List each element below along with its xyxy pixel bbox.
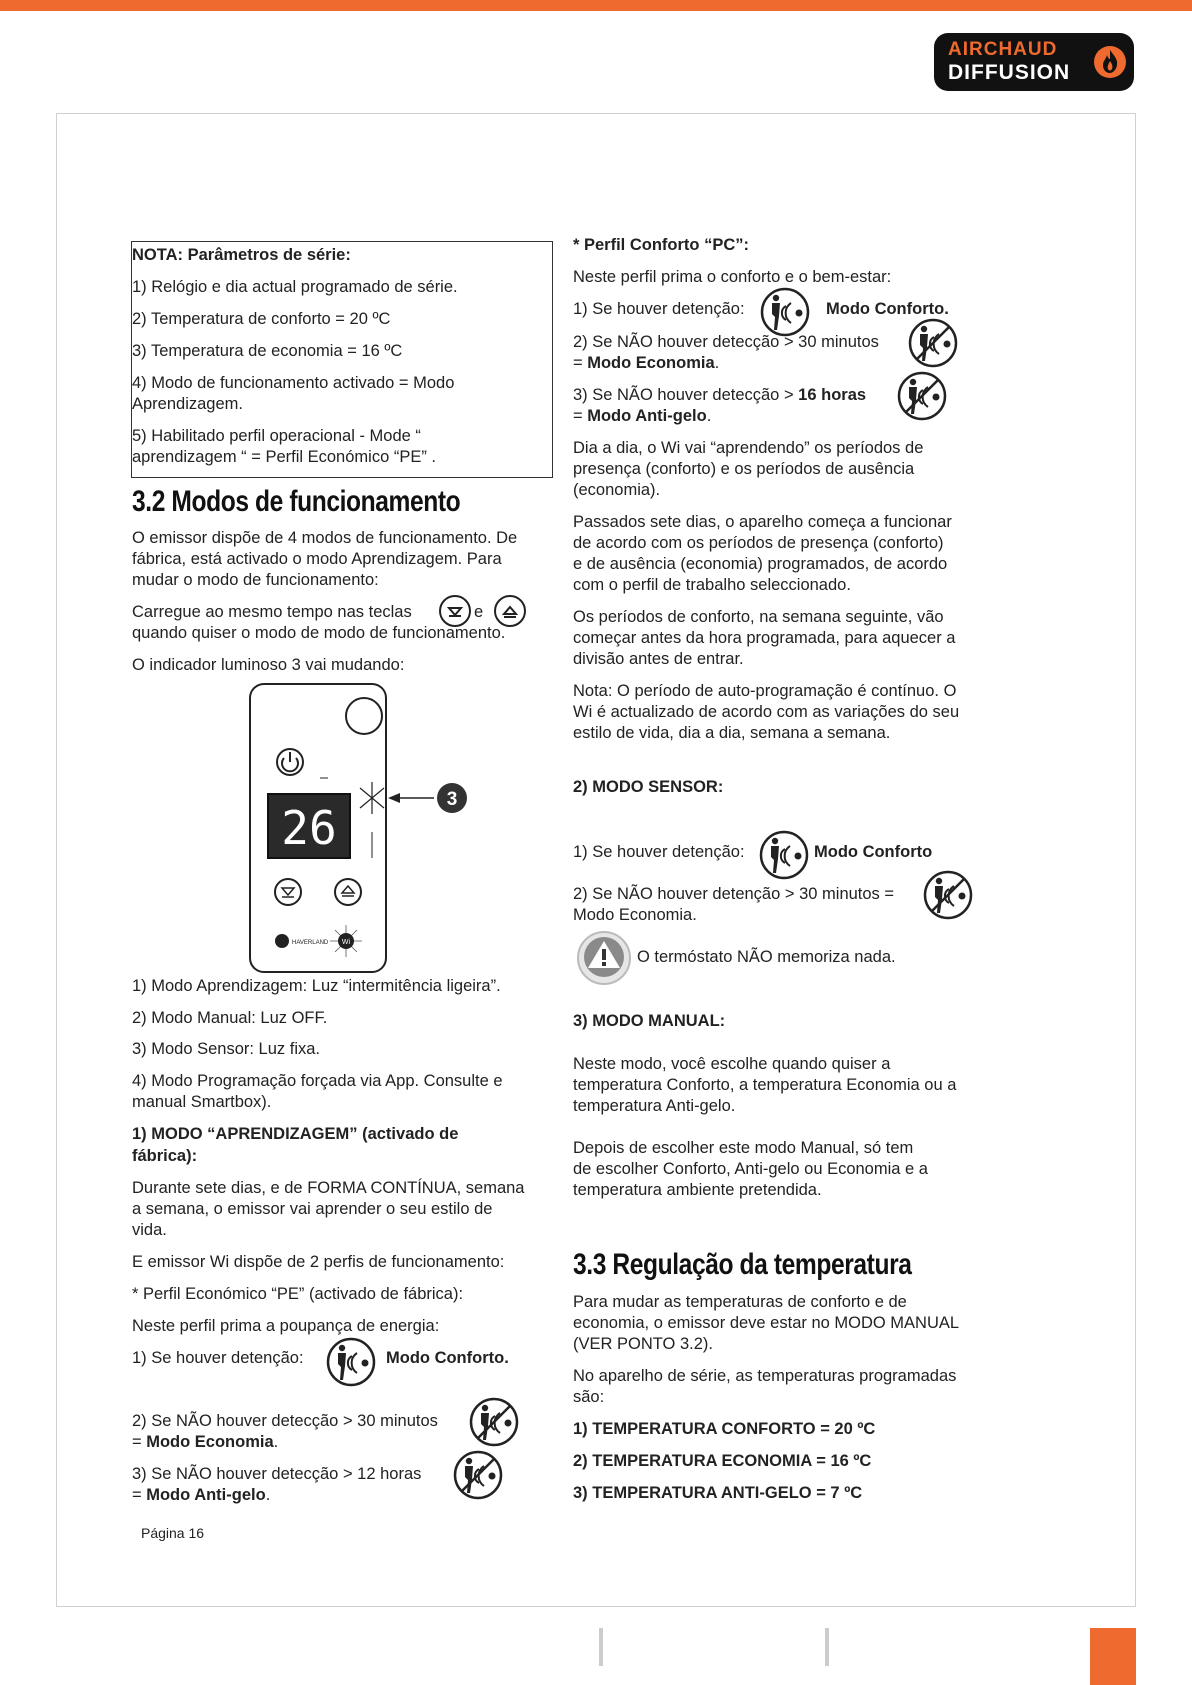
top-accent-bar xyxy=(0,0,1192,11)
section-heading-3-3: 3.3 Regulação da temperatura xyxy=(573,1248,912,1281)
paragraph-line: Os períodos de conforto, na semana seguinte, vão xyxy=(573,608,944,626)
pc-rule-1-mode-text: Modo Conforto xyxy=(826,300,945,318)
intro-line: fábrica, está activado o modo Aprendizagem. Para xyxy=(132,550,502,568)
paragraph-line: Para mudar as temperaturas de conforto e de xyxy=(573,1293,907,1311)
pe-rule-3-mode: Modo Anti-gelo xyxy=(146,1486,266,1504)
paragraph-line: Wi é actualizado de acordo com as variações do seu xyxy=(573,703,960,721)
temperature-item: 1) TEMPERATURA CONFORTO = 20 ºC xyxy=(573,1420,876,1438)
section-heading-3-2: 3.2 Modos de funcionamento xyxy=(132,485,461,518)
pe-rule-3-eq: = xyxy=(132,1486,147,1504)
paragraph-line: Nota: O período de auto-programação é contínuo. O xyxy=(573,682,957,700)
no-presence-icon xyxy=(922,869,974,921)
mode-item: manual Smartbox). xyxy=(132,1093,272,1111)
warning-text: O termóstato NÃO memoriza nada. xyxy=(637,948,896,966)
pc-rule-3-hours: 16 horas xyxy=(798,386,867,404)
warning-icon xyxy=(576,930,632,986)
note-item: aprendizagem “ = Perfil Económico “PE” . xyxy=(132,448,437,466)
pe-rule-1-mode: Modo Conforto. xyxy=(386,1349,509,1367)
pc-intro: Neste perfil prima o conforto e o bem-estar: xyxy=(573,268,892,286)
paragraph-line: são: xyxy=(573,1388,605,1406)
logo-line1: AIRCHAUD xyxy=(948,39,1058,60)
paragraph-line: (VER PONTO 3.2). xyxy=(573,1335,713,1353)
learn-text: Durante sete dias, e de FORMA CONTÍNUA, semana xyxy=(132,1179,525,1197)
paragraph-line: divisão antes de entrar. xyxy=(573,650,744,668)
learn-title: 1) MODO “APRENDIZAGEM” (activado de xyxy=(132,1125,459,1143)
pc-rule-3-eq: = xyxy=(573,407,588,425)
press-keys-text-2: quando quiser o modo de modo de funcionamento. xyxy=(132,624,506,642)
paragraph-line: temperatura ambiente pretendida. xyxy=(573,1181,822,1199)
no-presence-icon xyxy=(907,317,959,369)
temperature-item: 2) TEMPERATURA ECONOMIA = 16 ºC xyxy=(573,1452,872,1470)
intro-line: O emissor dispõe de 4 modos de funcionamento. De xyxy=(132,529,518,547)
mode-item: 4) Modo Programação forçada via App. Consulte e xyxy=(132,1072,503,1090)
pc-rule-2-result: = Modo Economia. xyxy=(573,354,720,372)
sensor-rule-2-result: Modo Economia. xyxy=(573,906,697,924)
pe-intro: Neste perfil prima a poupança de energia: xyxy=(132,1317,440,1335)
paragraph-line: temperatura Conforto, a temperatura Economia ou a xyxy=(573,1076,957,1094)
paragraph-line: com o perfil de trabalho seleccionado. xyxy=(573,576,851,594)
sensor-rule-1: 1) Se houver detenção: xyxy=(573,843,745,861)
pe-rule-2-eq: = xyxy=(132,1433,147,1451)
footer-divider xyxy=(825,1628,829,1666)
thermostat-device-illustration xyxy=(248,682,498,976)
device-display-value: 26 xyxy=(281,801,337,855)
paragraph-line: Depois de escolher este modo Manual, só tem xyxy=(573,1139,914,1157)
page-number: Página 16 xyxy=(141,1525,205,1541)
pe-rule-1-label: 1) Se houver detenção: xyxy=(132,1349,304,1367)
pc-rule-3-mode: Modo Anti-gelo xyxy=(587,407,707,425)
footer-accent-block xyxy=(1090,1628,1136,1685)
paragraph-line: (economia). xyxy=(573,481,661,499)
pc-rule-2: 2) Se NÃO houver detecção > 30 minutos xyxy=(573,333,879,351)
learn-text: vida. xyxy=(132,1221,167,1239)
callout-number: 3 xyxy=(446,789,458,810)
paragraph-line: Neste modo, você escolhe quando quiser a xyxy=(573,1055,891,1073)
mode-item: 1) Modo Aprendizagem: Luz “intermitência ligeira”. xyxy=(132,977,501,995)
no-presence-icon xyxy=(896,370,948,422)
press-keys-text xyxy=(132,602,412,623)
pc-rule-1-mode: Modo Conforto. xyxy=(826,300,949,318)
sensor-rule-2: 2) Se NÃO houver detenção > 30 minutos = xyxy=(573,885,895,903)
note-title: NOTA: Parâmetros de série: xyxy=(132,246,351,264)
paragraph-line: de acordo com os períodos de presença (conforto) xyxy=(573,534,944,552)
pe-rule-3-result: = Modo Anti-gelo. xyxy=(132,1486,271,1504)
intro-line: mudar o modo de funcionamento: xyxy=(132,571,379,589)
pc-rule-1: 1) Se houver detenção: xyxy=(573,300,745,318)
pc-rule-2-eq: = xyxy=(573,354,588,372)
paragraph-line: No aparelho de série, as temperaturas programadas xyxy=(573,1367,957,1385)
pe-rule-2-result: = Modo Economia. xyxy=(132,1433,279,1451)
presence-detected-icon xyxy=(325,1336,377,1388)
note-item: 5) Habilitado perfil operacional - Mode “ xyxy=(132,427,421,445)
logo-line2: DIFFUSION xyxy=(948,61,1071,84)
note-item: 3) Temperatura de economia = 16 ºC xyxy=(132,342,403,360)
paragraph-line: temperatura Anti-gelo. xyxy=(573,1097,736,1115)
paragraph-line: Passados sete dias, o aparelho começa a funcionar xyxy=(573,513,952,531)
pe-rule-1 xyxy=(132,1348,304,1369)
paragraph-line: presença (conforto) e os períodos de ausência xyxy=(573,460,915,478)
pc-rule-3 xyxy=(573,385,866,406)
manual-title: 3) MODO MANUAL: xyxy=(573,1012,726,1030)
note-item: 2) Temperatura de conforto = 20 ºC xyxy=(132,310,391,328)
airchaud-logo xyxy=(934,33,1134,91)
presence-detected-icon xyxy=(759,286,811,338)
presence-detected-icon xyxy=(758,829,810,881)
pc-title: * Perfil Conforto “PC”: xyxy=(573,236,749,254)
pe-rule-2: 2) Se NÃO houver detecção > 30 minutos xyxy=(132,1412,438,1430)
pc-rule-3-result: = Modo Anti-gelo. xyxy=(573,407,712,425)
paragraph-line: de escolher Conforto, Anti-gelo ou Economia e a xyxy=(573,1160,928,1178)
pe-rule-1-mode-text: Modo Conforto xyxy=(386,1349,505,1367)
note-item: 4) Modo de funcionamento activado = Modo xyxy=(132,374,455,392)
mode-item: 2) Modo Manual: Luz OFF. xyxy=(132,1009,328,1027)
pe-title: * Perfil Económico “PE” (activado de fábrica): xyxy=(132,1285,464,1303)
indicator-text: O indicador luminoso 3 vai mudando: xyxy=(132,656,405,674)
paragraph-line: começar antes da hora programada, para aquecer a xyxy=(573,629,956,647)
pc-rule-3-label: 3) Se NÃO houver detecção > xyxy=(573,386,799,404)
and-text: e xyxy=(474,603,484,621)
device-brand: HAVERLAND xyxy=(292,940,329,946)
no-presence-icon xyxy=(468,1396,520,1448)
learn-text: a semana, o emissor vai aprender o seu estilo de xyxy=(132,1200,493,1218)
paragraph-line: economia, o emissor deve estar no MODO MANUAL xyxy=(573,1314,960,1332)
flame-icon xyxy=(1092,44,1128,80)
learn-title: fábrica): xyxy=(132,1147,198,1165)
temperature-item: 3) TEMPERATURA ANTI-GELO = 7 ºC xyxy=(573,1484,863,1502)
paragraph-line: Dia a dia, o Wi vai “aprendendo” os períodos de xyxy=(573,439,924,457)
no-presence-icon xyxy=(452,1449,504,1501)
note-item: Aprendizagem. xyxy=(132,395,243,413)
device-wifi-label: Wi xyxy=(341,939,351,946)
pe-rule-3: 3) Se NÃO houver detecção > 12 horas xyxy=(132,1465,422,1483)
paragraph-line: e de ausência (economia) programados, de acordo xyxy=(573,555,948,573)
footer-divider xyxy=(599,1628,603,1666)
paragraph-line: estilo de vida, dia a dia, semana a semana. xyxy=(573,724,891,742)
pc-rule-2-mode: Modo Economia xyxy=(587,354,715,372)
sensor-rule-1-mode: Modo Conforto xyxy=(814,843,933,861)
profiles-text: E emissor Wi dispõe de 2 perfis de funcionamento: xyxy=(132,1253,505,1271)
note-item: 1) Relógio e dia actual programado de série. xyxy=(132,278,458,296)
press-keys-label: Carregue ao mesmo tempo nas teclas xyxy=(132,603,412,621)
sensor-title: 2) MODO SENSOR: xyxy=(573,778,724,796)
pe-rule-2-mode: Modo Economia xyxy=(146,1433,274,1451)
mode-item: 3) Modo Sensor: Luz fixa. xyxy=(132,1040,321,1058)
